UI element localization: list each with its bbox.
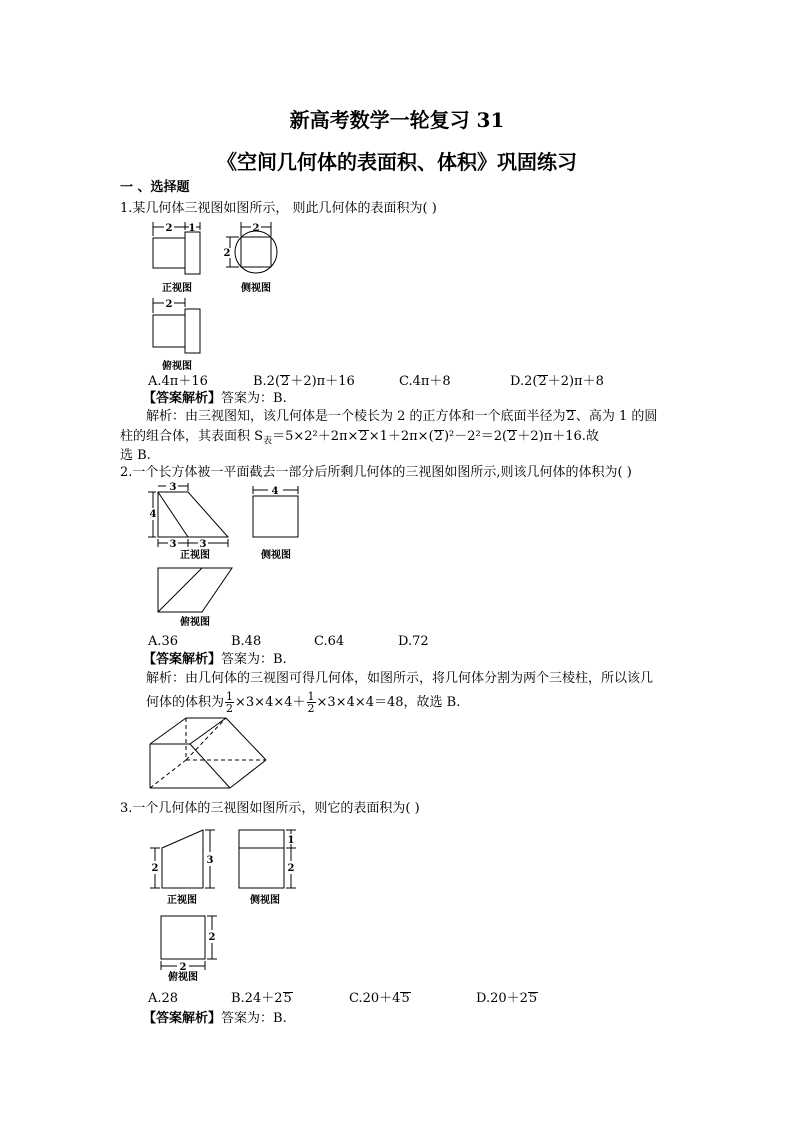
q2-side-square [253, 496, 298, 537]
q3-side-caption: 侧视图 [250, 895, 280, 906]
q2-option-b: B.48 [231, 634, 262, 649]
q1-top-square [153, 315, 185, 347]
q2-side-caption: 侧视图 [261, 550, 291, 561]
q2-stem: 2.一个长方体被一平面截去一部分后所剩几何体的三视图如图所示,则该几何体的体积为( ) [120, 465, 632, 480]
q2-option-d: D.72 [398, 634, 429, 649]
q3-front-shape [162, 830, 203, 888]
q1-stem: 1.某几何体三视图如图所示， 则此几何体的表面积为( ) [120, 201, 437, 216]
q1-side-square [241, 237, 271, 267]
q3-stem: 3.一个几何体的三视图如图所示，则它的表面积为( ) [120, 801, 420, 816]
q1-top-caption: 俯视图 [162, 361, 192, 372]
q1-dim-a: 2 [165, 223, 173, 234]
q1-figure [140, 218, 290, 378]
q1-top-cylinder [185, 309, 200, 353]
q3-dim-side-1: 1 [287, 835, 295, 846]
q3-dim-front-2: 2 [151, 863, 159, 874]
q2-dim-side: 4 [271, 486, 279, 497]
q2-solid-figure [148, 716, 268, 796]
q2-dim-top: 3 [169, 482, 177, 493]
q2-dim-left: 4 [149, 509, 157, 520]
q2-front-shape [158, 492, 228, 537]
page-subtitle: 《空间几何体的表面积、体积》巩固练习 [217, 150, 577, 174]
q3-option-a: A.28 [148, 991, 179, 1006]
q3-dim-top-bottom: 2 [179, 962, 187, 973]
q3-option-d: D.20＋25 [476, 991, 538, 1006]
q1-front-caption: 正视图 [162, 283, 192, 294]
q3-option-c: C.20＋45 [349, 991, 410, 1006]
q2-answer: 【答案解析】答案为：B. [143, 652, 287, 667]
q3-dim-front-3: 3 [206, 855, 214, 866]
q1-front-square [153, 238, 185, 268]
q3-top-caption: 俯视图 [168, 972, 198, 983]
q3-front-caption: 正视图 [167, 895, 197, 906]
q3-option-b: B.24＋25 [231, 991, 292, 1006]
q3-figure [140, 818, 300, 983]
q2-solution-line1: 解析：由几何体的三视图可得几何体，如图所示，将几何体分割为两个三棱柱，所以该几 [146, 671, 654, 686]
q2-front-diagonal [158, 492, 188, 537]
q2-front-caption: 正视图 [180, 550, 210, 561]
q2-option-c: C.64 [314, 634, 345, 649]
q3-answer: 【答案解析】答案为：B. [143, 1011, 287, 1026]
q1-dim-b: 1 [188, 223, 196, 234]
q1-solution-line2: 柱的组合体，其表面积 $S_表=5\times 2^2+2\pi\times 2\times 1+2\pi\times(2)^2-2^2=2(2+2)\pi+16$.故 [120, 429, 599, 447]
q1-option-d: D.2(2＋2)π＋8 [510, 374, 604, 389]
q1-dim-e: 2 [165, 299, 173, 310]
q2-option-a: A.36 [148, 634, 179, 649]
q2-top-caption: 俯视图 [180, 617, 210, 628]
q1-option-c: C.4π＋8 [399, 374, 451, 389]
q1-option-a: A.4π＋16 [148, 374, 208, 389]
q1-dim-d: 2 [223, 248, 231, 259]
q1-option-b: B.2(2＋2)π＋16 [253, 374, 355, 389]
q3-dim-top-2: 2 [208, 932, 216, 943]
q2-top-diagonal [158, 568, 202, 612]
q2-figure [140, 482, 291, 632]
q3-side-rect [239, 830, 284, 888]
q3-top-square [161, 916, 205, 959]
q1-solution-line1: 解析：由三视图知，该几何体是一个棱长为 2 的正方体和一个底面半径为2、高为 1 的圆 [146, 409, 658, 424]
q1-answer: 【答案解析】答案为：B. [143, 391, 287, 406]
q2-solution-line2: 何体的体积为 $\frac{1}{2}$ ×3×4×4＋ $\frac{1}{2}$ ×3×4×4＝48，故选 B. [146, 690, 461, 715]
q2-dim-bottom-right: 3 [199, 539, 207, 550]
q1-dim-c: 2 [252, 223, 260, 234]
q2-fraction-2: $\frac{1}{2}$ [307, 690, 315, 715]
page-title: 新高考数学一轮复习 31 [289, 108, 505, 132]
section-heading: 一 、选择题 [120, 180, 190, 195]
q3-dim-side-2: 2 [287, 863, 295, 874]
q1-solution-line3: 选 B. [120, 448, 151, 463]
q1-side-caption: 侧视图 [241, 283, 271, 294]
q2-dim-bottom-left: 3 [169, 539, 177, 550]
q2-fraction-1: $\frac{1}{2}$ [226, 690, 234, 715]
q1-front-cylinder [185, 232, 200, 274]
